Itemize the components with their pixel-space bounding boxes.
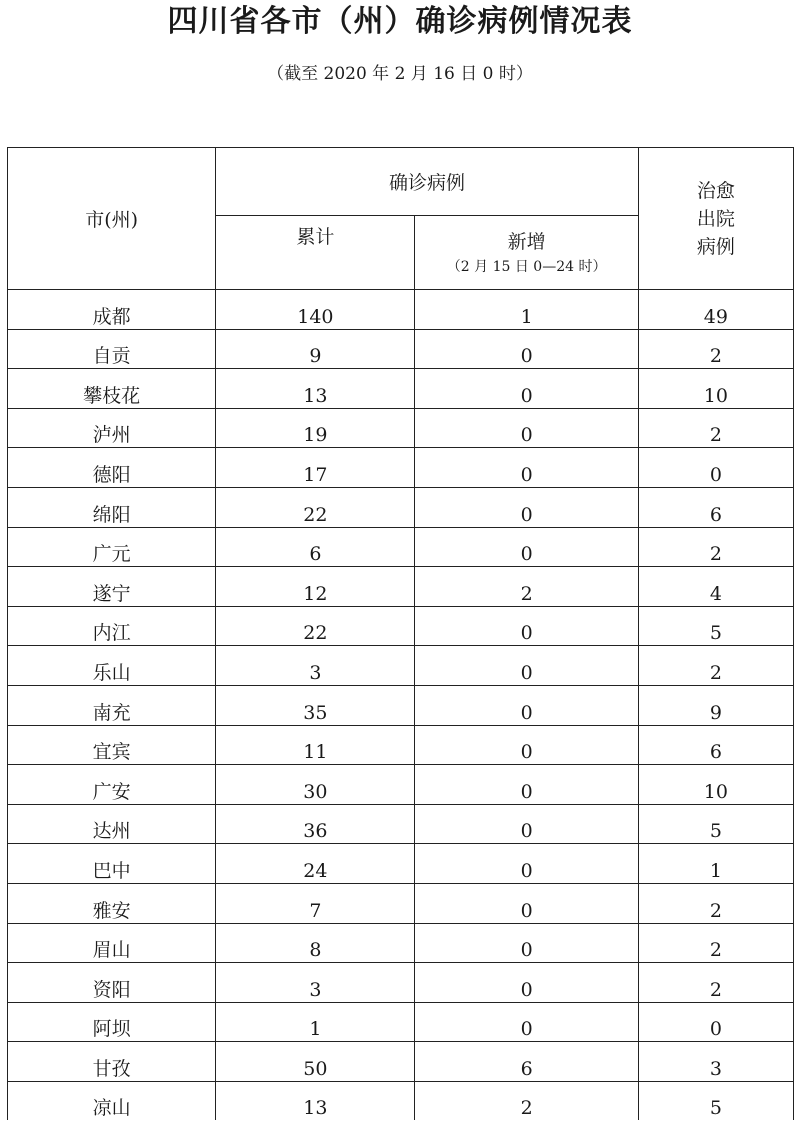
header-recovered-line2: 出院: [696, 207, 735, 230]
cell-city: 成都: [8, 290, 216, 330]
header-recovered: [638, 148, 793, 290]
table-row: [8, 408, 794, 448]
cell-city: 自贡: [8, 329, 216, 369]
cell-cumulative: 22: [216, 487, 415, 527]
cell-recovered: 0: [638, 1002, 793, 1042]
cell-cumulative: 19: [216, 408, 415, 448]
cell-city: 泸州: [8, 408, 216, 448]
cell-cumulative: 1: [216, 1002, 415, 1042]
cell-city: 阿坝: [8, 1002, 216, 1042]
table-row: [8, 804, 794, 844]
cell-cumulative: 13: [216, 369, 415, 409]
cell-recovered: 49: [638, 290, 793, 330]
cell-recovered: 2: [638, 923, 793, 963]
table-row: [8, 963, 794, 1003]
cell-city: 遂宁: [8, 567, 216, 607]
table-row: [8, 527, 794, 567]
cell-city: 内江: [8, 606, 216, 646]
cell-city: 凉山: [8, 1081, 216, 1120]
cell-recovered: 1: [638, 844, 793, 884]
table-row: [8, 369, 794, 409]
cell-new: 0: [415, 408, 638, 448]
cell-city: 甘孜: [8, 1042, 216, 1082]
cell-recovered: 2: [638, 329, 793, 369]
cell-cumulative: 12: [216, 567, 415, 607]
cell-new: 0: [415, 646, 638, 686]
cell-cumulative: 7: [216, 883, 415, 923]
cell-new: 0: [415, 923, 638, 963]
cell-new: 2: [415, 567, 638, 607]
header-new-period: （2 月 15 日 0—24 时）: [446, 258, 607, 275]
cell-cumulative: 17: [216, 448, 415, 488]
cell-recovered: 5: [638, 606, 793, 646]
table-row: [8, 725, 794, 765]
cell-new: 0: [415, 606, 638, 646]
cell-cumulative: 140: [216, 290, 415, 330]
header-cumulative: [216, 216, 415, 290]
cases-table: [7, 147, 794, 1120]
cell-cumulative: 50: [216, 1042, 415, 1082]
header-new: [415, 216, 638, 290]
header-confirmed-group: 确诊病例: [216, 148, 639, 216]
cell-city: 广元: [8, 527, 216, 567]
table-row: [8, 765, 794, 805]
cell-recovered: 9: [638, 685, 793, 725]
cell-city: 攀枝花: [8, 369, 216, 409]
cell-new: 0: [415, 329, 638, 369]
table-row: [8, 883, 794, 923]
cell-recovered: 5: [638, 1081, 793, 1120]
cell-cumulative: 8: [216, 923, 415, 963]
cell-new: 0: [415, 685, 638, 725]
cell-new: 0: [415, 765, 638, 805]
cell-recovered: 4: [638, 567, 793, 607]
cell-new: 0: [415, 963, 638, 1003]
cell-new: 0: [415, 725, 638, 765]
cell-city: 乐山: [8, 646, 216, 686]
header-city: 市(州): [8, 148, 216, 290]
cell-recovered: 2: [638, 963, 793, 1003]
table-row: [8, 606, 794, 646]
cell-city: 宜宾: [8, 725, 216, 765]
cell-city: 绵阳: [8, 487, 216, 527]
cell-recovered: 2: [638, 408, 793, 448]
cell-cumulative: 3: [216, 963, 415, 1003]
cell-cumulative: 24: [216, 844, 415, 884]
cell-recovered: 0: [638, 448, 793, 488]
cell-recovered: 3: [638, 1042, 793, 1082]
cell-recovered: 6: [638, 725, 793, 765]
cell-recovered: 2: [638, 527, 793, 567]
table-row: [8, 448, 794, 488]
table-row: [8, 1081, 794, 1120]
table-row: [8, 923, 794, 963]
cell-cumulative: 30: [216, 765, 415, 805]
cell-cumulative: 11: [216, 725, 415, 765]
cell-recovered: 10: [638, 765, 793, 805]
cell-city: 雅安: [8, 883, 216, 923]
cell-city: 巴中: [8, 844, 216, 884]
cell-recovered: 5: [638, 804, 793, 844]
cell-new: 0: [415, 844, 638, 884]
cell-cumulative: 35: [216, 685, 415, 725]
cell-new: 0: [415, 527, 638, 567]
header-recovered-line1: 治愈: [696, 179, 735, 202]
cell-new: 2: [415, 1081, 638, 1120]
header-recovered-line3: 病例: [696, 235, 735, 258]
cell-recovered: 10: [638, 369, 793, 409]
cell-cumulative: 22: [216, 606, 415, 646]
header-new-label: 新增: [507, 230, 546, 253]
cell-cumulative: 36: [216, 804, 415, 844]
cell-new: 1: [415, 290, 638, 330]
table-row: [8, 1042, 794, 1082]
cell-cumulative: 6: [216, 527, 415, 567]
table-row: [8, 567, 794, 607]
header-cumulative-label: 累计: [296, 226, 335, 248]
cell-city: 广安: [8, 765, 216, 805]
cell-new: 0: [415, 1002, 638, 1042]
table-row: [8, 329, 794, 369]
cell-cumulative: 9: [216, 329, 415, 369]
cell-new: 0: [415, 448, 638, 488]
cell-new: 6: [415, 1042, 638, 1082]
cell-new: 0: [415, 883, 638, 923]
cell-city: 达州: [8, 804, 216, 844]
cell-city: 南充: [8, 685, 216, 725]
cell-recovered: 2: [638, 646, 793, 686]
cell-recovered: 6: [638, 487, 793, 527]
table-row: [8, 844, 794, 884]
page-title: 四川省各市（州）确诊病例情况表: [167, 4, 633, 39]
cell-recovered: 2: [638, 883, 793, 923]
table-row: [8, 1002, 794, 1042]
page-subtitle: （截至 2020 年 2 月 16 日 0 时）: [267, 64, 533, 84]
table-row: [8, 487, 794, 527]
table-row: [8, 290, 794, 330]
cell-cumulative: 3: [216, 646, 415, 686]
table-row: [8, 685, 794, 725]
table-body: [8, 290, 794, 1121]
cell-city: 眉山: [8, 923, 216, 963]
cell-city: 德阳: [8, 448, 216, 488]
table-row: [8, 646, 794, 686]
cell-new: 0: [415, 487, 638, 527]
cell-new: 0: [415, 804, 638, 844]
cell-cumulative: 13: [216, 1081, 415, 1120]
cell-new: 0: [415, 369, 638, 409]
cell-city: 资阳: [8, 963, 216, 1003]
